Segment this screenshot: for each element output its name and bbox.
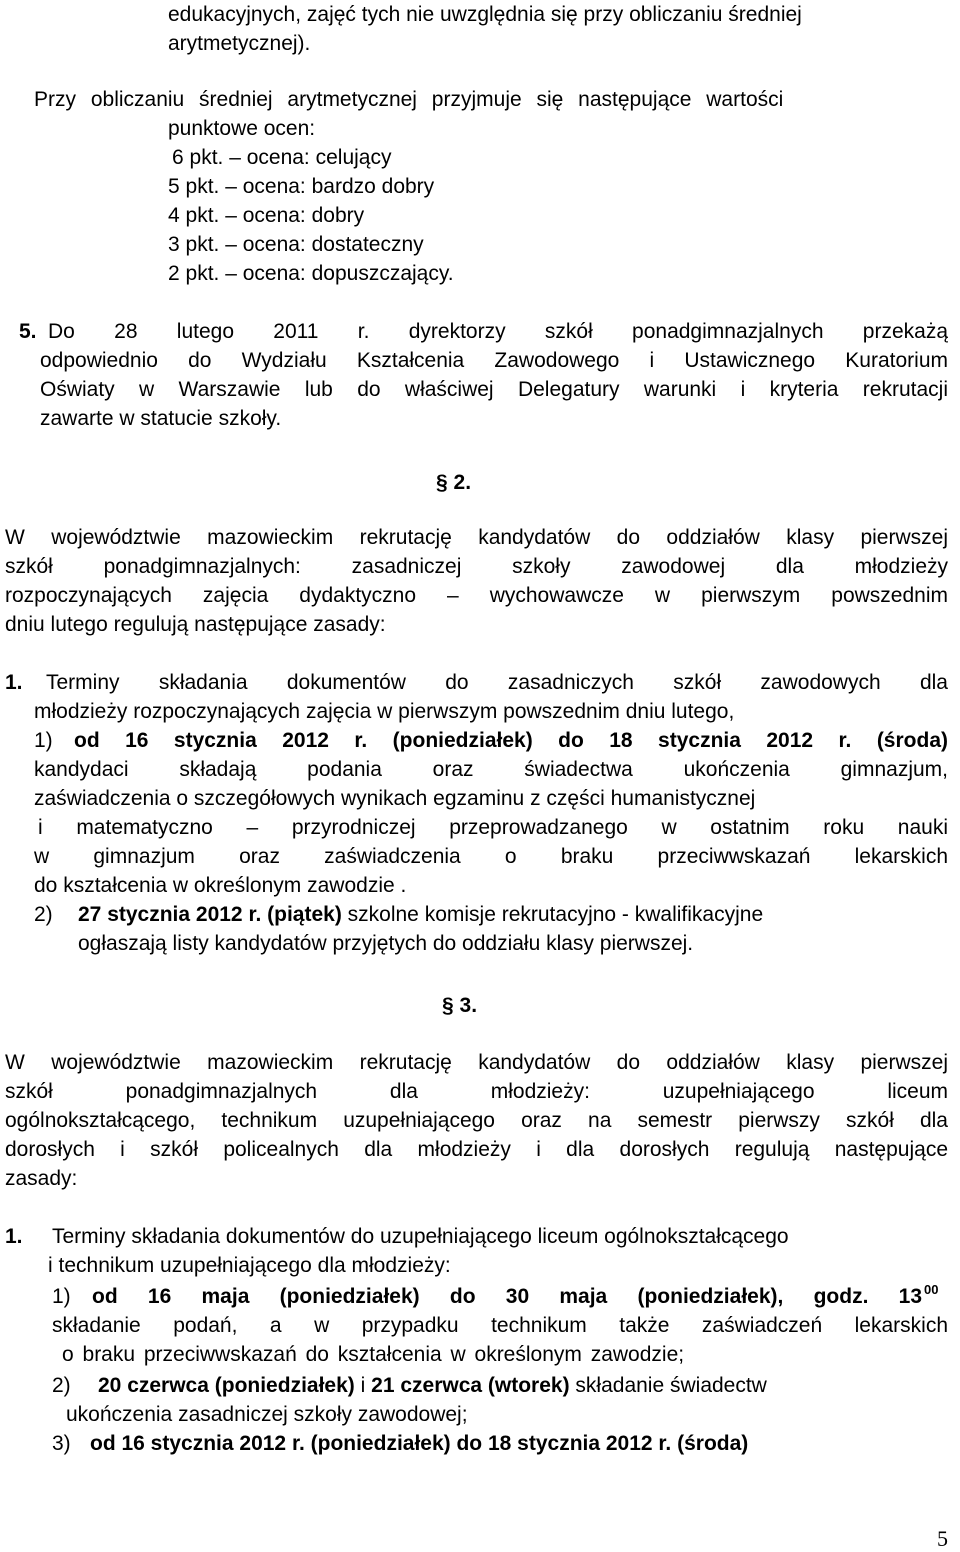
text-line: zasady: (5, 1167, 78, 1190)
text-line (78, 900, 763, 929)
superscript (924, 1282, 938, 1311)
text-line: i matematyczno – przyrodniczej przeprowadzanego w ostatnim roku nauki (38, 816, 948, 839)
text-line: i technikum uzupełniającego dla młodzieży: (48, 1254, 451, 1277)
text-line: Przy obliczaniu średniej arytmetycznej przyjmuje się następujące wartości (34, 88, 784, 111)
text-line: kandydaci składają podania oraz świadectwa ukończenia gimnazjum, (34, 758, 948, 781)
text-line: ogólnokształcącego, technikum uzupełniającego oraz na semestr pierwszy szkół dla (5, 1109, 948, 1132)
item-number: 1. (5, 671, 23, 694)
grade-scale-item: 2 pkt. – ocena: dopuszczający. (168, 262, 454, 285)
text-line: ogłaszają listy kandydatów przyjętych do oddziału klasy pierwszej. (78, 932, 694, 955)
item-number: 5. (19, 320, 37, 343)
text-line: edukacyjnych, zajęć tych nie uwzględnia się przy obliczaniu średniej (168, 3, 802, 26)
text-line: o braku przeciwwskazań do kształcenia w określonym zawodzie; (62, 1343, 685, 1366)
text-line: zawarte w statucie szkoły. (40, 407, 282, 430)
text-line: Oświaty w Warszawie lub do właściwej Delegatury warunki i kryteria rekrutacji (40, 378, 948, 401)
text-line: szkół ponadgimnazjalnych: zasadniczej szkoły zawodowej dla młodzieży (5, 555, 948, 578)
date-range: od 16 maja (poniedziałek) do 30 maja (poniedziałek), godz. 13 (92, 1285, 922, 1308)
time-minutes: 00 (924, 1282, 939, 1297)
text-line: w gimnazjum oraz zaświadczenia o braku przeciwwskazań lekarskich (34, 845, 948, 868)
text-line: Terminy składania dokumentów do uzupełniającego liceum ogólnokształcącego (52, 1225, 789, 1248)
list-marker: 1) (52, 1285, 71, 1308)
section-heading: § 3. (442, 994, 478, 1017)
grade-scale-item: 3 pkt. – ocena: dostateczny (168, 233, 424, 256)
item-number: 1. (5, 1225, 23, 1248)
text-line: punktowe ocen: (168, 117, 316, 140)
text-fragment: i (360, 1374, 366, 1397)
text-line: rozpoczynających zajęcia dydaktyczno – wychowawcze w pierwszym powszednim (5, 584, 948, 607)
date-bold: 20 czerwca (poniedziałek) (98, 1374, 355, 1397)
grade-scale-item: 5 pkt. – ocena: bardzo dobry (168, 175, 435, 198)
date-range: od 16 stycznia 2012 r. (poniedziałek) do 18 stycznia 2012 r. (środa) (74, 729, 948, 752)
text-line: dorosłych i szkół policealnych dla młodzieży i dla dorosłych regulują następujące (5, 1138, 948, 1161)
text-fragment: składanie świadectw (575, 1374, 767, 1397)
text-fragment: szkolne komisje rekrutacyjno - kwalifikacyjne (347, 903, 764, 926)
date-range: od 16 stycznia 2012 r. (poniedziałek) do 18 stycznia 2012 r. (środa) (90, 1432, 749, 1455)
list-marker: 1) (34, 729, 53, 752)
text-line: W województwie mazowieckim rekrutację kandydatów do oddziałów klasy pierwszej (5, 526, 948, 549)
text-line: dniu lutego regulują następujące zasady: (5, 613, 386, 636)
text-line: ukończenia zasadniczej szkoły zawodowej; (66, 1403, 468, 1426)
text-line: Do 28 lutego 2011 r. dyrektorzy szkół ponadgimnazjalnych przekażą (48, 320, 948, 343)
text-line: szkół ponadgimnazjalnych dla młodzieży: uzupełniającego liceum (5, 1080, 948, 1103)
text-line: Terminy składania dokumentów do zasadniczych szkół zawodowych dla (46, 671, 948, 694)
grade-scale-item: 4 pkt. – ocena: dobry (168, 204, 365, 227)
section-heading: § 2. (436, 471, 472, 494)
text-line: składanie podań, a w przypadku technikum także zaświadczeń lekarskich (52, 1314, 948, 1337)
text-line: młodzieży rozpoczynających zajęcia w pierwszym powszednim dniu lutego, (34, 700, 735, 723)
date-bold: 21 czerwca (wtorek) (371, 1374, 570, 1397)
text-line: zaświadczenia o szczegółowych wynikach egzaminu z części humanistycznej (34, 787, 756, 810)
text-line: odpowiednio do Wydziału Kształcenia Zawodowego i Ustawicznego Kuratorium (40, 349, 948, 372)
text-line: do kształcenia w określonym zawodzie . (34, 874, 407, 897)
list-marker: 2) (34, 903, 53, 926)
date-bold: 27 stycznia 2012 r. (piątek) (78, 903, 342, 926)
text-line: W województwie mazowieckim rekrutację kandydatów do oddziałów klasy pierwszej (5, 1051, 948, 1074)
list-marker: 3) (52, 1432, 71, 1455)
text-line: arytmetycznej). (168, 32, 311, 55)
grade-scale-item: 6 pkt. – ocena: celujący (172, 146, 392, 169)
text-line (98, 1371, 767, 1400)
list-marker: 2) (52, 1374, 71, 1397)
page-number: 5 (937, 1526, 948, 1551)
